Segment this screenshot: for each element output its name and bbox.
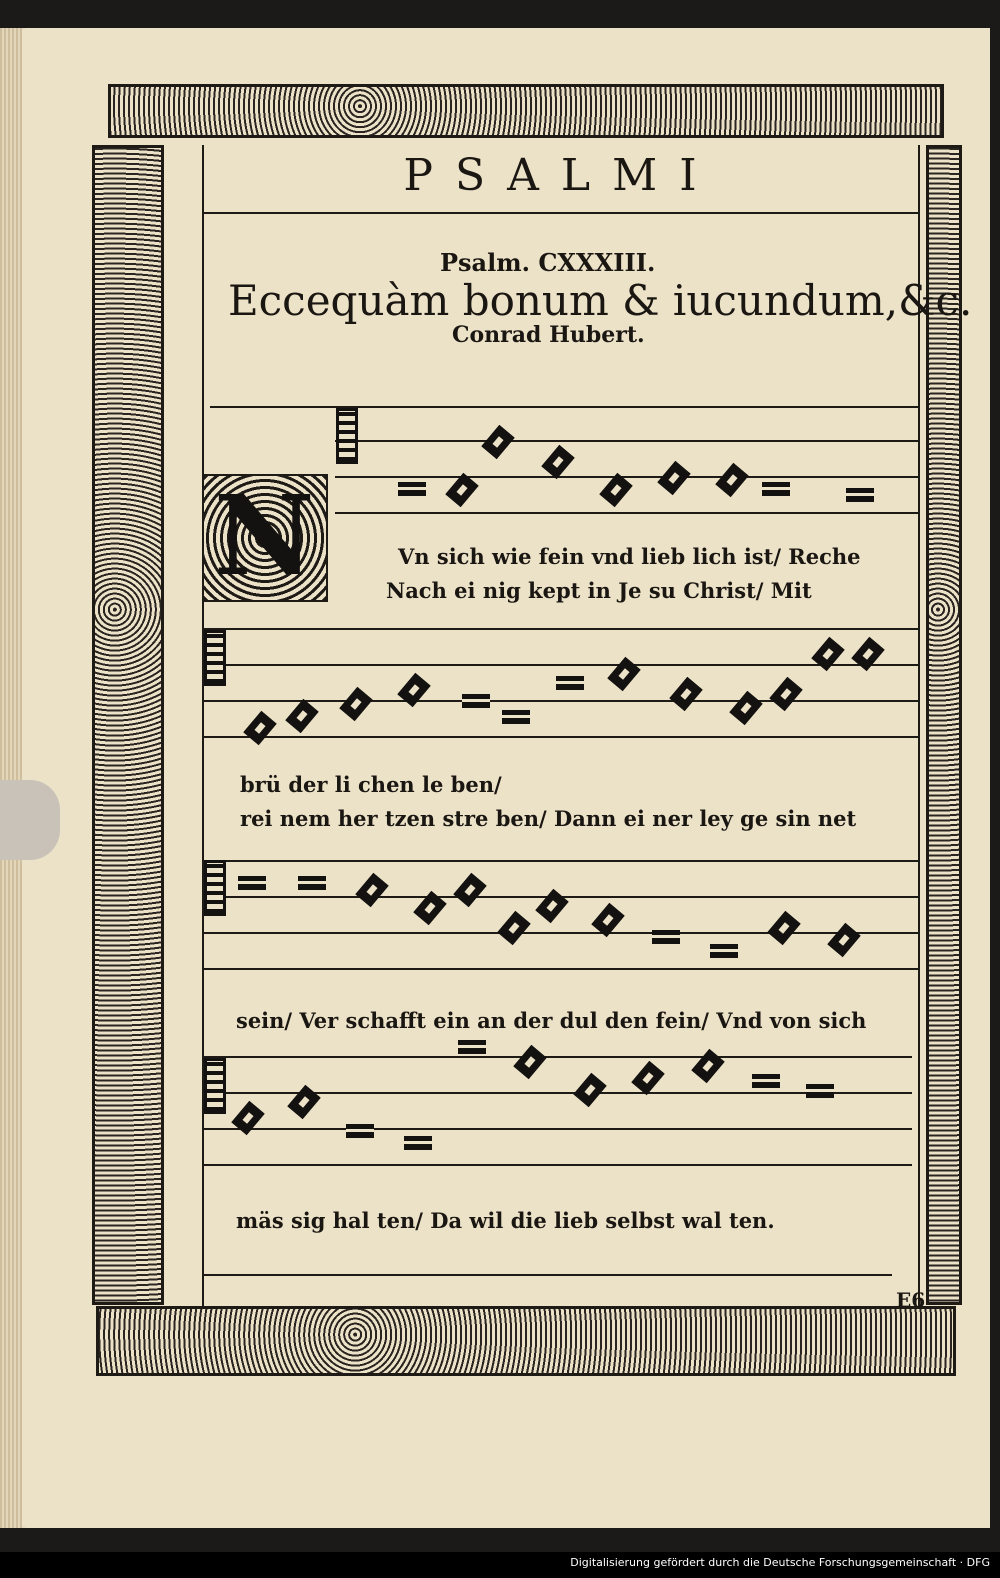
bottom-ornament-border (96, 1306, 956, 1376)
decorated-initial (202, 471, 328, 602)
lyric-2b: rei nem her tzen stre ben/ Dann ei ner ley ge sin net (240, 806, 857, 831)
running-head: PSALMI (403, 150, 719, 201)
foot-rule (202, 1274, 892, 1276)
psalm-number: Psalm. CXXXIII. (440, 248, 656, 277)
lyric-2a: brü der li chen le ben/ (240, 772, 502, 797)
head-rule (202, 212, 920, 214)
digitization-footer: Digitalisierung gefördert durch die Deutsche Forschungsgemeinschaft · DFG (0, 1552, 1000, 1578)
signature-mark: E6 (896, 1288, 926, 1312)
clef (204, 1058, 226, 1114)
lyric-1a: Vn sich wie fein vnd lieb lich ist/ Reche (398, 544, 861, 569)
clef (204, 860, 226, 916)
composer: Conrad Hubert. (452, 322, 645, 348)
thumb (0, 780, 60, 860)
psalm-title: Eccequàm bonum & iucundum,&c. (228, 276, 973, 325)
clef (336, 408, 358, 464)
lyric-4a: mäs sig hal ten/ Da wil die lieb selbst wal ten. (236, 1208, 775, 1233)
initial-letter: N (214, 471, 315, 600)
lyric-1b: Nach ei nig kept in Je su Christ/ Mit (386, 578, 812, 603)
clef (204, 630, 226, 686)
top-ornament-border (108, 84, 944, 138)
lyric-3a: sein/ Ver schafft ein an der dul den fein/ Vnd von sich (236, 1008, 867, 1033)
left-ornament-border (92, 145, 164, 1305)
